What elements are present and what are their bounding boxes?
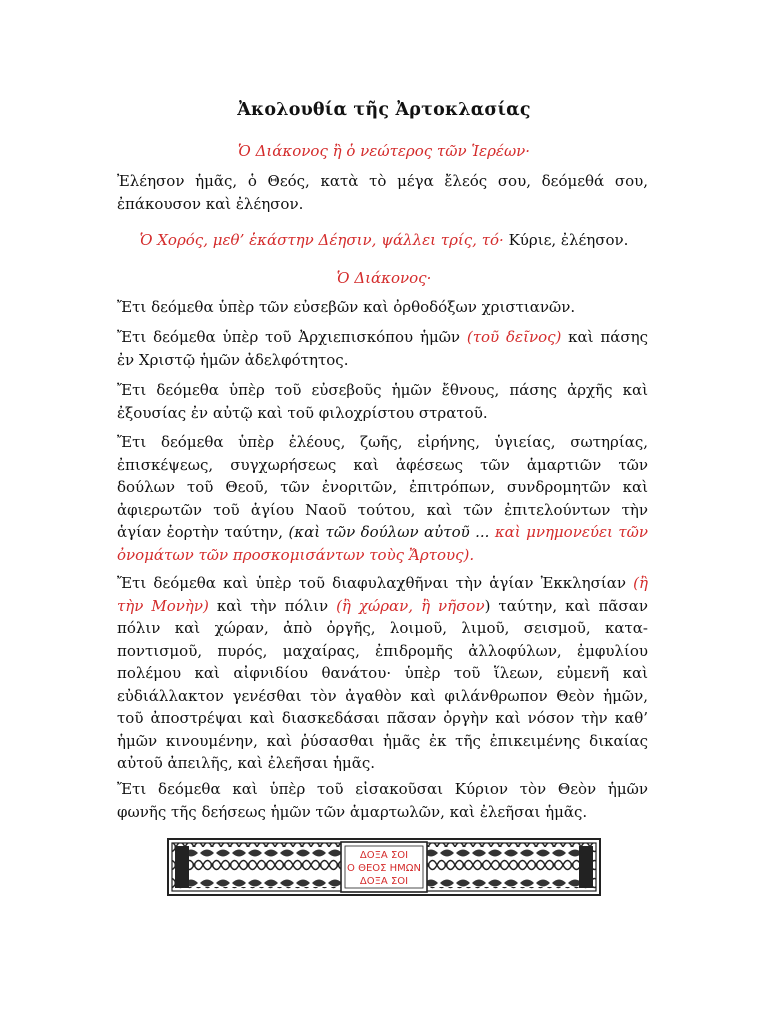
text-line	[117, 572, 648, 595]
text-line: Ἔτι δεόμεθα καὶ ὑπὲρ τοῦ εἰσακοῦσαι Κύριον τὸν Θεὸν ἡμῶν	[117, 780, 648, 798]
ornament-text-line-2: Ο ΘΕΟΣ ΗΜΩΝ	[347, 863, 421, 874]
text-line: πολέμου καὶ αἰφνιδίου θανάτου· ὑπὲρ τοῦ ἵλεων, εὐμενῆ καὶ	[117, 664, 648, 682]
text-line: Ἔτι δεόμεθα ὑπὲρ ἐλέους, ζωῆς, εἰρήνης, ὑγιείας, σωτηρίας,	[117, 433, 648, 451]
petition-2	[117, 296, 648, 319]
rubric-deacon-or-priest: Ὁ Διάκονος ἢ ὁ νεώτερος τῶν Ἱερέων·	[237, 142, 531, 160]
ornament-text-line-1: ΔΟΞΑ ΣΟΙ	[359, 850, 409, 861]
text-line: ποντισμοῦ, πυρός, μαχαίρας, ἐπιδρομῆς ἀλλοφύλων, ἐμφυλίου	[117, 641, 648, 660]
text-line: ἐξουσίας ἐν αὐτῷ καὶ τοῦ φιλοχρίστου στρατοῦ.	[117, 403, 488, 422]
text-line: ἐπάκουσον καὶ ἐλέησον.	[117, 194, 304, 213]
text-line: τοῦ ἀποστρέψαι καὶ διασκεδάσαι πᾶσαν ὀργὴν καὶ νόσον τὴν καθ’	[117, 709, 648, 727]
text-line: πόλιν καὶ χώραν, ἀπὸ ὀργῆς, λοιμοῦ, λιμοῦ, σεισμοῦ, κατα-	[117, 619, 648, 637]
rubric-choir-instruction: Ὁ Χορός, μεθ’ ἑκάστην Δέησιν, ψάλλει τρίς, τό·	[139, 231, 504, 249]
text-span: καὶ πάσης	[561, 328, 648, 346]
ornament-left-block	[175, 846, 189, 888]
text-line: φωνῆς τῆς δεήσεως ἡμῶν τῶν ἁμαρτωλῶν, καὶ ἐλεῆσαι ἡμᾶς.	[117, 802, 588, 821]
rubric-name-placeholder: (τοῦ δεῖνος)	[466, 328, 562, 346]
text-span: Ἔτι δεόμεθα ὑπὲρ τοῦ Ἀρχιεπισκόπου ἡμῶν	[117, 328, 467, 346]
text-line: Ἐλέησον ἡμᾶς, ὁ Θεός, κατὰ τὸ μέγα ἔλεός σου, δεόμεθά σου,	[117, 172, 648, 190]
italic-text-span: (καὶ τῶν δούλων αὐτοῦ ...	[288, 523, 490, 541]
page-title: Ἀκολουθία τῆς Ἀρτοκλασίας	[237, 100, 531, 120]
rubric-text-span: (ἢ	[633, 574, 648, 592]
rubric-deacon: Ὁ Διάκονος·	[336, 269, 432, 287]
petition-5	[117, 431, 648, 566]
text-line: δούλων τοῦ Θεοῦ, τῶν ἐνοριτῶν, ἐπιτρόπων, συνδρομητῶν καὶ	[117, 478, 648, 496]
text-line: ἐπισκέψεως, συγχωρήσεως καὶ ἀφέσεως τῶν ἁμαρτιῶν τῶν	[117, 455, 648, 474]
rubric-text-span: καὶ μνημονεύει τῶν	[489, 523, 648, 541]
text-line: Ἔτι δεόμεθα ὑπὲρ τοῦ εὐσεβοῦς ἡμῶν ἔθνους, πάσης ἀρχῆς καὶ	[117, 381, 648, 399]
petition-4	[117, 379, 648, 424]
text-line: αὐτοῦ ἀπειλῆς, καὶ ἐλεῆσαι ἡμᾶς.	[117, 754, 376, 772]
rubric-choir	[0, 231, 768, 249]
ornament-right-block	[579, 846, 593, 888]
text-span: ἁγίαν ἑορτὴν ταύτην,	[117, 523, 289, 541]
rubric-text-span: (ἢ χώραν, ἢ νῆσον	[336, 596, 485, 615]
text-line: ὀνομάτων τῶν προσκομισάντων τοὺς Ἄρτους).	[117, 545, 475, 564]
text-line: εὐδιάλλακτον γενέσθαι τὸν ἀγαθὸν καὶ φιλάνθρωπον Θεὸν ἡμῶν,	[117, 686, 648, 705]
petition-7	[117, 778, 648, 823]
rubric-text-span: τὴν Μονὴν)	[117, 596, 209, 615]
petition-6	[117, 572, 648, 775]
text-line: ἐν Χριστῷ ἡμῶν ἀδελφότητος.	[117, 350, 349, 369]
text-line	[117, 595, 648, 618]
doxology-ornament	[167, 838, 601, 896]
text-line: Ἔτι δεόμεθα ὑπὲρ τῶν εὐσεβῶν καὶ ὀρθοδόξων χριστιανῶν.	[117, 298, 576, 316]
petition-3	[117, 326, 648, 371]
text-span: καὶ τὴν πόλιν	[208, 596, 337, 615]
text-line: ἀφιερωτῶν τοῦ ἁγίου Ναοῦ τούτου, καὶ τῶν ἐπιτελούντων τὴν	[117, 500, 648, 519]
ornament-text-line-3: ΔΟΞΑ ΣΟΙ	[359, 876, 409, 887]
text-line: ἡμῶν κινουμένην, καὶ ῥύσασθαι ἡμᾶς ἐκ τῆς ἐπικειμένης δικαίας	[117, 731, 648, 750]
text-span: Ἔτι δεόμεθα καὶ ὑπὲρ τοῦ διαφυλαχθῆναι τὴν ἁγίαν Ἐκκλησίαν	[117, 574, 634, 592]
rubric-choir-response: Κύριε, ἐλέησον.	[503, 231, 629, 249]
text-span: ) ταύτην, καὶ πᾶσαν	[484, 596, 648, 615]
text-line	[117, 326, 648, 349]
petition-1	[117, 170, 648, 215]
text-line	[117, 521, 648, 544]
